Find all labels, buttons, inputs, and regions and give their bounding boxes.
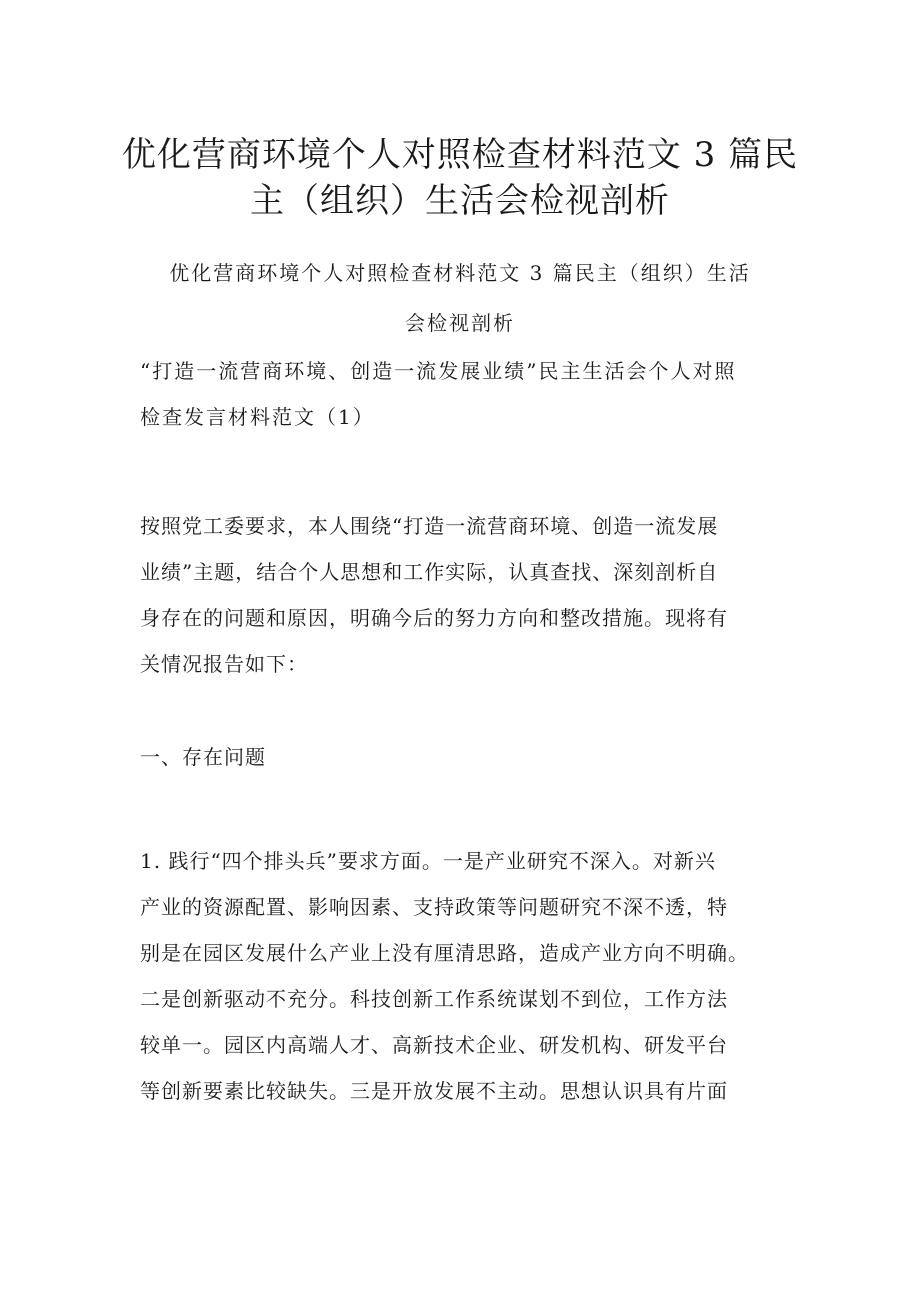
paragraph-line: 产业的资源配置、影响因素、支持政策等问题研究不深不透，特 bbox=[140, 895, 728, 919]
document-subtitle bbox=[140, 248, 780, 348]
paragraph-line: 身存在的问题和原因，明确今后的努力方向和整改措施。现将有 bbox=[140, 606, 728, 630]
intro-paragraph bbox=[140, 503, 800, 687]
paragraph-line: 按照党工委要求，本人围绕“打造一流营商环境、创造一流发展 bbox=[140, 514, 719, 538]
document-title bbox=[120, 132, 800, 224]
title-line: 主（组织）生活会检视剖析 bbox=[250, 181, 670, 221]
section-heading bbox=[140, 348, 790, 440]
paragraph-line: 业绩”主题，结合个人思想和工作实际，认真查找、深刻剖析自 bbox=[140, 560, 719, 584]
body-paragraph bbox=[140, 838, 800, 1114]
paragraph-line: 别是在园区发展什么产业上没有厘清思路，造成产业方向不明确。 bbox=[140, 941, 749, 965]
paragraph-line: 关情况报告如下： bbox=[140, 652, 308, 676]
title-line: 优化营商环境个人对照检查材料范文 3 篇民 bbox=[121, 135, 799, 175]
subtitle-line: 会检视剖析 bbox=[405, 311, 515, 335]
problems-heading-text: 一、存在问题 bbox=[140, 745, 266, 769]
paragraph-line: 二是创新驱动不充分。科技创新工作系统谋划不到位，工作方法 bbox=[140, 987, 728, 1011]
problems-heading bbox=[140, 734, 800, 780]
paragraph-line: 1. 践行“四个排头兵”要求方面。一是产业研究不深入。对新兴 bbox=[140, 849, 716, 873]
section-heading-line: 检查发言材料范文（1） bbox=[140, 405, 375, 429]
paragraph-line: 等创新要素比较缺失。三是开放发展不主动。思想认识具有片面 bbox=[140, 1079, 728, 1103]
subtitle-line: 优化营商环境个人对照检查材料范文 3 篇民主（组织）生活 bbox=[169, 261, 751, 285]
section-heading-line: “打造一流营商环境、创造一流发展业绩”民主生活会个人对照 bbox=[140, 359, 737, 383]
paragraph-line: 较单一。园区内高端人才、高新技术企业、研发机构、研发平台 bbox=[140, 1033, 728, 1057]
